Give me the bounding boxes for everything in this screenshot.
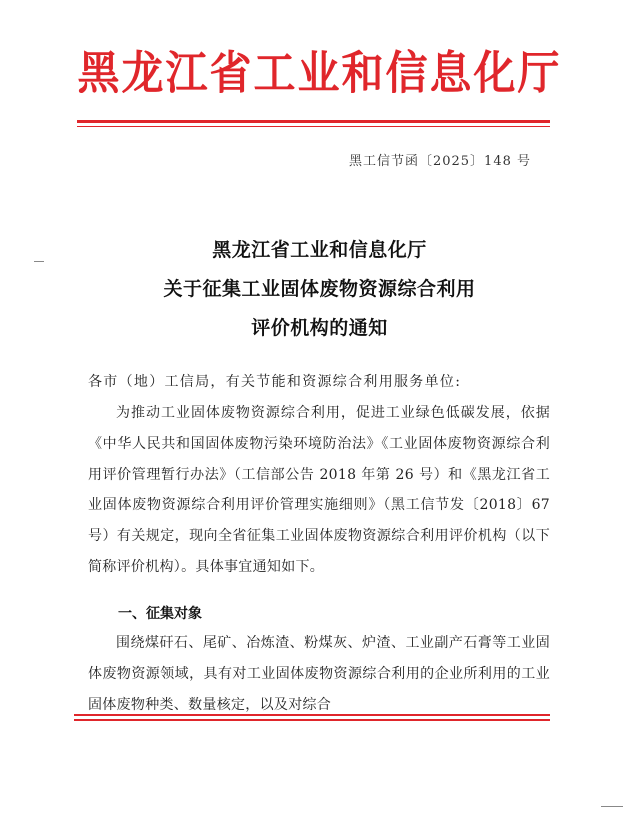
document-number: 黑工信节函〔2025〕148 号 [348, 154, 531, 169]
letterhead-rule-thin [77, 126, 550, 127]
scan-mark-left [34, 261, 44, 262]
section-paragraph: 围绕煤矸石、尾矿、冶炼渣、粉煤灰、炉渣、工业副产石膏等工业固体废物资源领域，具有对工业固体废物资源综合利用的企业所利用的工业固体废物种类、数量核定，以及对综合 [88, 635, 550, 713]
footer-rule-bottom [74, 719, 550, 721]
document-title-line-2: 关于征集工业固体废物资源综合利用 [163, 278, 476, 300]
intro-paragraph: 为推动工业固体废物资源综合利用，促进工业绿色低碳发展，依据《中华人民共和国固体废物污染环境防治法》《工业固体废物资源综合利用评价管理暂行办法》（工信部公告 2018 年第 26 号）和《黑龙江省工业固体废物资源综合利用评价管理实施细则》（黑工信节发〔2018〕67 号）有关规定，现向全省征集工业固体废物资源综合利用评价机构（以下简称评价机构）。具体事宜通知如下。 [88, 405, 550, 575]
letterhead-rule-thick [77, 120, 550, 123]
footer-rule-top [74, 714, 550, 716]
addressee-line: 各市（地）工信局，有关节能和资源综合利用服务单位: [88, 374, 462, 390]
section-heading: 一、征集对象 [118, 606, 202, 622]
document-title-line-3: 评价机构的通知 [251, 317, 388, 339]
document-title-line-1: 黑龙江省工业和信息化厅 [212, 239, 427, 261]
scan-mark-right [601, 806, 623, 807]
letterhead-title: 黑龙江省工业和信息化厅 [77, 46, 562, 100]
